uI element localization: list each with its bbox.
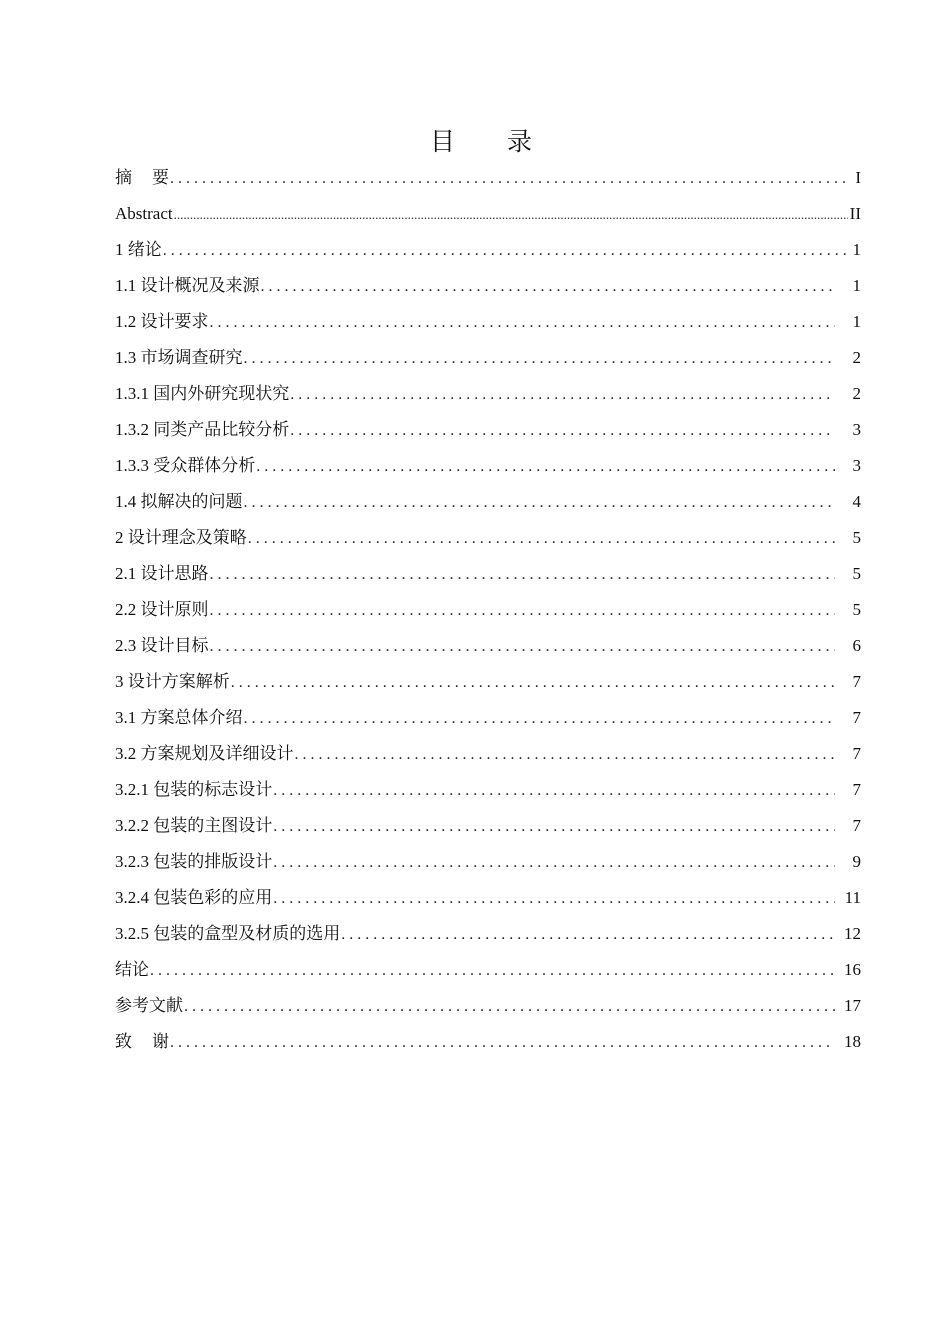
toc-entry-label-text: 3.2 方案规划及详细设计 <box>115 744 294 763</box>
toc-entry[interactable] <box>115 484 861 520</box>
toc-entry-page-number: 5 <box>852 564 861 583</box>
toc-entry-label-text: 2.2 设计原则 <box>115 600 209 619</box>
toc-entry-label <box>115 160 169 196</box>
toc-dot-leader <box>290 377 835 413</box>
toc-entry[interactable] <box>115 952 861 988</box>
toc-entry-label <box>115 916 340 952</box>
toc-entry-page-number: 5 <box>852 528 861 547</box>
toc-entry-page-number: II <box>849 204 861 223</box>
toc-entry[interactable] <box>115 232 861 268</box>
toc-dot-leader <box>150 953 835 989</box>
toc-dot-leader <box>163 233 849 269</box>
toc-entry-label-text: 致 <box>115 1032 152 1051</box>
toc-entry[interactable] <box>115 448 861 484</box>
toc-entry-label-text: 1.3 市场调查研究 <box>115 348 243 367</box>
toc-entry[interactable] <box>115 556 861 592</box>
toc-entry-label-tail: 要 <box>152 168 169 187</box>
toc-entry-label-text: 结论 <box>115 960 149 979</box>
toc-entry[interactable] <box>115 196 861 232</box>
toc-dot-leader <box>248 521 835 557</box>
toc-entry[interactable] <box>115 772 861 808</box>
toc-entry-label-text: 2 设计理念及策略 <box>115 528 247 547</box>
toc-dot-leader <box>174 197 848 233</box>
table-of-contents <box>115 160 861 1060</box>
toc-entry-page-number: I <box>855 168 861 187</box>
toc-entry-page-number: 12 <box>844 924 861 943</box>
toc-entry[interactable] <box>115 808 861 844</box>
toc-entry-page-number: 11 <box>844 888 861 907</box>
toc-entry[interactable] <box>115 340 861 376</box>
toc-entry[interactable] <box>115 736 861 772</box>
toc-entry-label <box>115 556 209 592</box>
toc-entry-page-number: 7 <box>852 708 861 727</box>
toc-entry[interactable] <box>115 412 861 448</box>
toc-entry-label-text: 3.2.2 包装的主图设计 <box>115 816 273 835</box>
toc-dot-leader <box>184 989 835 1025</box>
toc-entry-page-number: 3 <box>852 456 861 475</box>
toc-entry-label-text: 3.1 方案总体介绍 <box>115 708 243 727</box>
toc-entry[interactable] <box>115 592 861 628</box>
toc-entry-label <box>115 880 272 916</box>
toc-entry-page-number: 9 <box>852 852 861 871</box>
toc-entry-label <box>115 736 294 772</box>
toc-entry-label-text: 3.2.1 包装的标志设计 <box>115 780 273 799</box>
toc-entry-label-text: 3.2.5 包装的盒型及材质的选用 <box>115 924 341 943</box>
toc-entry-page-number: 4 <box>852 492 861 511</box>
toc-entry-label-text: 1.1 设计概况及来源 <box>115 276 260 295</box>
toc-entry[interactable] <box>115 520 861 556</box>
toc-entry-label <box>115 988 183 1024</box>
toc-dot-leader <box>210 305 836 341</box>
toc-entry-label <box>115 700 243 736</box>
toc-dot-leader <box>273 809 835 845</box>
toc-entry-label <box>115 484 243 520</box>
toc-entry-label-text: 1.3.1 国内外研究现状究 <box>115 384 290 403</box>
toc-dot-leader <box>341 917 835 953</box>
toc-entry-label <box>115 628 209 664</box>
toc-dot-leader <box>170 1025 835 1061</box>
toc-dot-leader <box>256 449 835 485</box>
toc-entry-page-number: 1 <box>852 312 861 331</box>
toc-entry[interactable] <box>115 988 861 1024</box>
toc-dot-leader <box>273 881 835 917</box>
toc-entry-label-text: 2.3 设计目标 <box>115 636 209 655</box>
toc-entry-label <box>115 664 230 700</box>
toc-entry-label-text: 2.1 设计思路 <box>115 564 209 583</box>
toc-entry-label <box>115 196 173 232</box>
toc-entry-label <box>115 232 162 268</box>
toc-entry-label <box>115 592 209 628</box>
toc-entry-page-number: 7 <box>852 744 861 763</box>
toc-entry-page-number: 2 <box>852 348 861 367</box>
toc-entry-label <box>115 412 289 448</box>
toc-entry-page-number: 7 <box>852 672 861 691</box>
toc-entry-label <box>115 448 255 484</box>
toc-dot-leader <box>210 629 836 665</box>
toc-entry-label <box>115 304 209 340</box>
toc-entry-page-number: 7 <box>852 816 861 835</box>
toc-entry-label-text: 1.2 设计要求 <box>115 312 209 331</box>
toc-entry-label <box>115 268 260 304</box>
toc-entry-page-number: 6 <box>852 636 861 655</box>
toc-entry-label-text: 1 绪论 <box>115 240 162 259</box>
toc-entry-label <box>115 952 149 988</box>
toc-entry-label-text: 摘 <box>115 168 152 187</box>
toc-entry[interactable] <box>115 160 861 196</box>
toc-entry[interactable] <box>115 916 861 952</box>
toc-dot-leader <box>210 593 836 629</box>
toc-entry[interactable] <box>115 844 861 880</box>
toc-entry-label-text: 3.2.4 包装色彩的应用 <box>115 888 273 907</box>
toc-entry-label-text: 参考文献 <box>115 996 183 1015</box>
toc-dot-leader <box>290 413 835 449</box>
toc-dot-leader <box>273 845 835 881</box>
toc-entry-label <box>115 772 272 808</box>
toc-entry-page-number: 16 <box>844 960 861 979</box>
toc-dot-leader <box>231 665 835 701</box>
toc-entry[interactable] <box>115 1024 861 1060</box>
toc-entry-label-text: Abstract <box>115 204 173 223</box>
toc-dot-leader <box>244 701 836 737</box>
toc-dot-leader <box>273 773 835 809</box>
toc-entry[interactable] <box>115 700 861 736</box>
toc-entry-label-text: 3 设计方案解析 <box>115 672 230 691</box>
toc-entry-label-text: 3.2.3 包装的排版设计 <box>115 852 273 871</box>
toc-title: 目 录 <box>430 127 554 156</box>
toc-entry-label-text: 1.4 拟解决的问题 <box>115 492 243 511</box>
toc-entry-page-number: 2 <box>852 384 861 403</box>
toc-entry-page-number: 7 <box>852 780 861 799</box>
toc-dot-leader <box>244 485 836 521</box>
toc-entry[interactable] <box>115 268 861 304</box>
toc-entry-page-number: 1 <box>852 276 861 295</box>
toc-entry[interactable] <box>115 628 861 664</box>
toc-dot-leader <box>170 161 851 197</box>
toc-entry[interactable] <box>115 376 861 412</box>
toc-dot-leader <box>295 737 836 773</box>
toc-entry-label <box>115 520 247 556</box>
toc-dot-leader <box>210 557 836 593</box>
toc-entry-label-text: 1.3.3 受众群体分析 <box>115 456 256 475</box>
toc-entry-label <box>115 1024 169 1060</box>
toc-entry[interactable] <box>115 664 861 700</box>
toc-entry-label-text: 1.3.2 同类产品比较分析 <box>115 420 290 439</box>
toc-entry-label <box>115 844 272 880</box>
toc-dot-leader <box>244 341 836 377</box>
toc-entry-page-number: 5 <box>852 600 861 619</box>
toc-entry-label-tail: 谢 <box>152 1032 169 1051</box>
toc-entry-label <box>115 376 289 412</box>
toc-entry-page-number: 17 <box>844 996 861 1015</box>
toc-dot-leader <box>261 269 836 305</box>
toc-entry-page-number: 3 <box>852 420 861 439</box>
toc-entry-page-number: 1 <box>852 240 861 259</box>
toc-entry[interactable] <box>115 880 861 916</box>
toc-entry-label <box>115 340 243 376</box>
toc-entry-page-number: 18 <box>844 1032 861 1051</box>
toc-entry[interactable] <box>115 304 861 340</box>
toc-entry-label <box>115 808 272 844</box>
